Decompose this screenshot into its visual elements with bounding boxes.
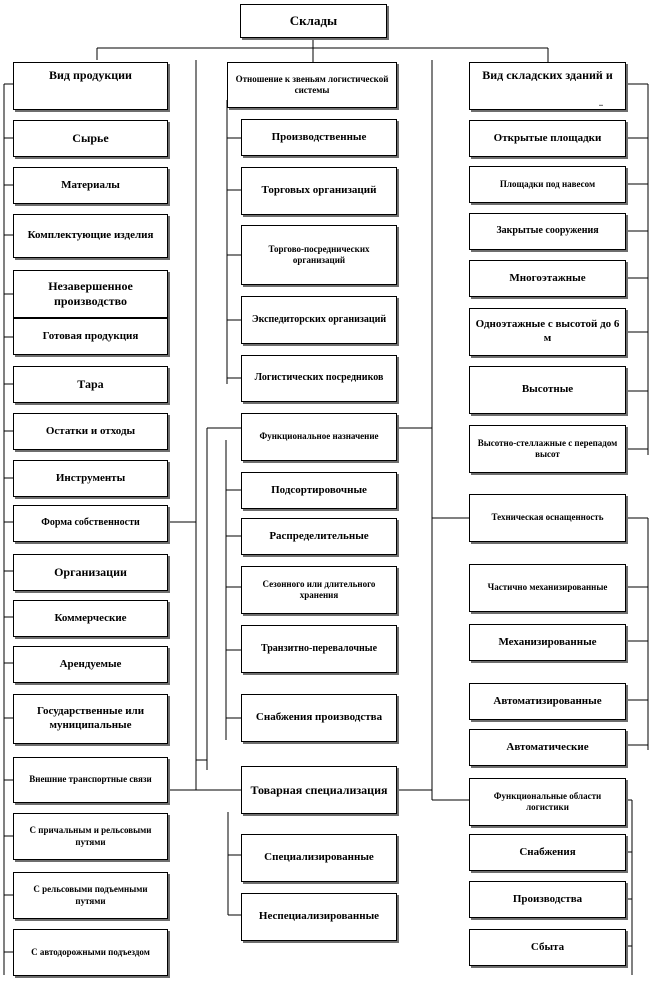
- item-label: Коммерческие: [54, 611, 127, 624]
- item-label: Подсортировочные: [271, 483, 367, 496]
- middle-group1-title: Отношение к звеньям логистической системы: [235, 73, 389, 95]
- left-group2-item: [13, 554, 168, 591]
- item-label: Снабжения: [519, 845, 576, 858]
- left-group2-item: [13, 694, 168, 744]
- right-group1-item: [469, 120, 626, 157]
- item-label: С причальным и рельсовыми путями: [29, 825, 152, 847]
- right-group2-header: [469, 494, 626, 542]
- left-group3-item: [13, 929, 168, 976]
- left-group2-title: Форма собственности: [41, 517, 140, 529]
- right-group1-item: [469, 308, 626, 356]
- right-group2-item: [469, 564, 626, 612]
- item-label: Сырье: [72, 131, 109, 145]
- right-group1-item: [469, 166, 626, 203]
- item-label: Арендуемые: [59, 657, 122, 670]
- right-group1-item: [469, 425, 626, 473]
- item-label: Готовая продукция: [42, 329, 139, 342]
- item-label: Материалы: [61, 178, 120, 191]
- right-group1-title-tail: ..: [599, 99, 603, 108]
- left-group3-item: [13, 813, 168, 860]
- middle-group1-header: [227, 62, 397, 108]
- right-group3-header: [469, 778, 626, 826]
- middle-group1-item: [241, 167, 397, 215]
- left-group1-item: [13, 167, 168, 204]
- left-group1-item: [13, 270, 168, 318]
- item-label: С рельсовыми подъемными путями: [33, 884, 148, 906]
- left-group1-item: [13, 120, 168, 157]
- right-group1-item: [469, 366, 626, 414]
- middle-group3-header: [241, 766, 397, 814]
- right-group1-header: [469, 62, 626, 110]
- middle-group2-item: [241, 625, 397, 673]
- right-group3-item: [469, 834, 626, 871]
- item-label: С автодорожными подъездом: [31, 946, 150, 957]
- item-label: Снабжения производства: [255, 711, 383, 724]
- item-label: Государственные или муниципальные: [36, 705, 145, 731]
- item-label: Закрытые сооружения: [496, 225, 599, 237]
- item-label: Торговых организаций: [261, 184, 377, 197]
- item-label: Логистических посредников: [254, 372, 384, 384]
- middle-group2-item: [241, 472, 397, 509]
- item-label: Площадки под навесом: [499, 178, 596, 189]
- right-group1-item: [469, 213, 626, 250]
- middle-group3-item: [241, 834, 397, 882]
- right-group3-item: [469, 881, 626, 918]
- item-label: Открытые площадки: [493, 131, 602, 144]
- middle-group1-item: [241, 119, 397, 156]
- middle-group3-title: Товарная специализация: [250, 782, 388, 797]
- left-group3-title: Внешние транспортные связи: [29, 774, 152, 785]
- root-label: Склады: [289, 12, 338, 28]
- left-group2-item: [13, 646, 168, 683]
- item-label: Сбыта: [530, 940, 565, 953]
- item-label: Частично механизированные: [487, 582, 608, 593]
- left-group1-header: [13, 62, 168, 110]
- middle-group2-item: [241, 566, 397, 614]
- item-label: Высотные: [521, 383, 574, 396]
- item-label: Инструменты: [55, 471, 126, 484]
- item-label: Производства: [512, 892, 583, 905]
- item-label: Транзитно-перевалочные: [260, 642, 378, 654]
- right-group3-item: [469, 929, 626, 966]
- middle-group2-title: Функциональное назначение: [259, 431, 379, 442]
- item-label: Незавершенное производство: [48, 279, 133, 308]
- item-label: Комплектующие изделия: [27, 229, 154, 242]
- item-label: Распределительные: [269, 529, 369, 542]
- item-label: Высотно-стеллажные с перепадом высот: [477, 437, 618, 459]
- item-label: Автоматические: [506, 740, 589, 753]
- item-label: Многоэтажные: [509, 271, 586, 284]
- middle-group3-item: [241, 893, 397, 941]
- item-label: Одноэтажные с высотой до 6 м: [475, 318, 620, 344]
- middle-group1-item: [241, 355, 397, 402]
- right-group3-title: Функциональные области логистики: [493, 790, 602, 812]
- right-group1-item: [469, 260, 626, 297]
- left-group2-header: [13, 505, 168, 542]
- left-group1-item: [13, 214, 168, 258]
- root-box: [240, 4, 387, 38]
- right-group2-item: [469, 683, 626, 720]
- item-label: Тара: [77, 377, 104, 391]
- right-group2-item: [469, 624, 626, 661]
- left-group2-item: [13, 600, 168, 637]
- left-group1-item: [13, 413, 168, 450]
- middle-group1-item: [241, 296, 397, 344]
- item-label: Сезонного или длительного хранения: [262, 578, 376, 600]
- item-label: Торгово-посреднических организаций: [268, 243, 370, 265]
- right-group2-item: [469, 729, 626, 766]
- right-group2-title: Техническая оснащенность: [491, 512, 604, 523]
- item-label: Экспедиторских организаций: [251, 313, 387, 325]
- item-label: Специализированные: [264, 851, 374, 864]
- middle-group2-header: [241, 413, 397, 461]
- item-label: Организации: [54, 565, 127, 579]
- left-group3-header: [13, 757, 168, 803]
- left-group1-item: [13, 460, 168, 497]
- middle-group1-item: [241, 225, 397, 285]
- item-label: Производственные: [271, 130, 367, 143]
- middle-group2-item: [241, 518, 397, 555]
- left-group1-item: [13, 318, 168, 355]
- right-group1-title: Вид складских зданий и: [482, 68, 613, 82]
- item-label: Автоматизированные: [493, 694, 602, 707]
- middle-group2-item: [241, 694, 397, 742]
- left-group1-title: Вид продукции: [49, 68, 132, 82]
- item-label: Остатки и отходы: [45, 424, 136, 437]
- item-label: Неспециализированные: [258, 910, 380, 923]
- left-group3-item: [13, 872, 168, 919]
- left-group1-item: [13, 366, 168, 403]
- item-label: Механизированные: [498, 635, 597, 648]
